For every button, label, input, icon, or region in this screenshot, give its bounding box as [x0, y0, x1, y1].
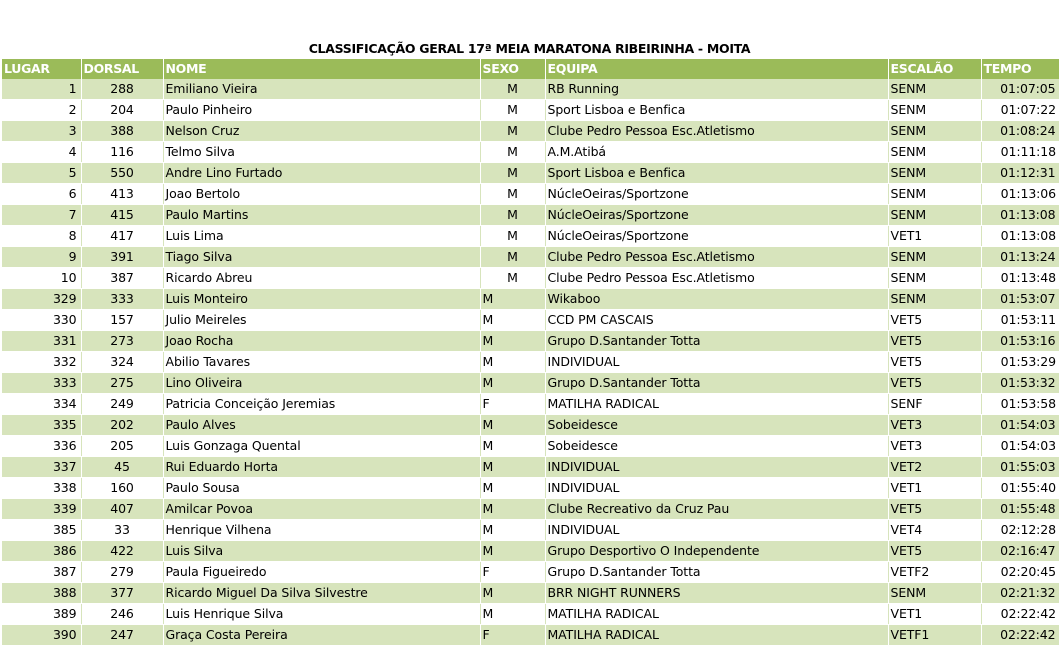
- cell-lugar: 8: [2, 226, 81, 247]
- table-row: [2, 247, 1059, 268]
- cell-equipa: Clube Pedro Pessoa Esc.Atletismo: [545, 121, 888, 142]
- cell-sexo: M: [480, 520, 545, 541]
- cell-nome: Joao Rocha: [163, 331, 480, 352]
- cell-nome: Luis Gonzaga Quental: [163, 436, 480, 457]
- cell-escalao: VET5: [888, 331, 981, 352]
- cell-lugar: 2: [2, 100, 81, 121]
- cell-nome: Luis Monteiro: [163, 289, 480, 310]
- cell-nome: Tiago Silva: [163, 247, 480, 268]
- cell-lugar: 331: [2, 331, 81, 352]
- cell-nome: Paulo Martins: [163, 205, 480, 226]
- table-row: [2, 499, 1059, 520]
- cell-tempo: 01:07:05: [981, 79, 1059, 100]
- cell-sexo: F: [480, 562, 545, 583]
- cell-nome: Andre Lino Furtado: [163, 163, 480, 184]
- cell-equipa: Clube Recreativo da Cruz Pau: [545, 499, 888, 520]
- table-row: [2, 457, 1059, 478]
- cell-nome: Henrique Vilhena: [163, 520, 480, 541]
- cell-escalao: VETF2: [888, 562, 981, 583]
- cell-tempo: 01:13:08: [981, 226, 1059, 247]
- column-header-equipa: EQUIPA: [545, 59, 888, 79]
- cell-sexo: M: [480, 583, 545, 604]
- cell-sexo: M: [480, 142, 545, 163]
- table-row: [2, 268, 1059, 289]
- cell-equipa: Sobeidesce: [545, 415, 888, 436]
- cell-dorsal: 249: [81, 394, 163, 415]
- cell-sexo: M: [480, 457, 545, 478]
- cell-equipa: MATILHA RADICAL: [545, 604, 888, 625]
- cell-tempo: 01:13:24: [981, 247, 1059, 268]
- cell-escalao: SENM: [888, 163, 981, 184]
- cell-tempo: 01:53:32: [981, 373, 1059, 394]
- cell-escalao: SENM: [888, 100, 981, 121]
- cell-sexo: M: [480, 226, 545, 247]
- cell-tempo: 01:55:03: [981, 457, 1059, 478]
- table-row: [2, 583, 1059, 604]
- cell-sexo: F: [480, 394, 545, 415]
- cell-nome: Luis Silva: [163, 541, 480, 562]
- cell-equipa: Clube Pedro Pessoa Esc.Atletismo: [545, 247, 888, 268]
- cell-escalao: VET1: [888, 478, 981, 499]
- cell-escalao: VETF1: [888, 625, 981, 646]
- table-row: [2, 310, 1059, 331]
- cell-sexo: M: [480, 436, 545, 457]
- table-row: [2, 436, 1059, 457]
- cell-dorsal: 333: [81, 289, 163, 310]
- cell-tempo: 01:53:16: [981, 331, 1059, 352]
- cell-dorsal: 246: [81, 604, 163, 625]
- cell-tempo: 02:12:28: [981, 520, 1059, 541]
- cell-dorsal: 377: [81, 583, 163, 604]
- cell-dorsal: 388: [81, 121, 163, 142]
- cell-escalao: SENM: [888, 142, 981, 163]
- cell-escalao: SENM: [888, 79, 981, 100]
- cell-lugar: 390: [2, 625, 81, 646]
- cell-nome: Ricardo Miguel Da Silva Silvestre: [163, 583, 480, 604]
- cell-lugar: 10: [2, 268, 81, 289]
- cell-equipa: NúcleOeiras/Sportzone: [545, 226, 888, 247]
- cell-dorsal: 45: [81, 457, 163, 478]
- cell-tempo: 02:21:32: [981, 583, 1059, 604]
- cell-equipa: INDIVIDUAL: [545, 520, 888, 541]
- cell-sexo: F: [480, 625, 545, 646]
- cell-tempo: 01:55:48: [981, 499, 1059, 520]
- cell-tempo: 02:20:45: [981, 562, 1059, 583]
- cell-lugar: 389: [2, 604, 81, 625]
- cell-equipa: INDIVIDUAL: [545, 352, 888, 373]
- column-header-tempo: TEMPO: [981, 59, 1059, 79]
- cell-escalao: SENM: [888, 205, 981, 226]
- table-row: [2, 373, 1059, 394]
- table-row: [2, 142, 1059, 163]
- cell-dorsal: 422: [81, 541, 163, 562]
- cell-equipa: Grupo Desportivo O Independente: [545, 541, 888, 562]
- cell-sexo: M: [480, 289, 545, 310]
- cell-lugar: 338: [2, 478, 81, 499]
- cell-escalao: SENM: [888, 247, 981, 268]
- cell-escalao: VET4: [888, 520, 981, 541]
- cell-tempo: 02:22:42: [981, 625, 1059, 646]
- cell-lugar: 4: [2, 142, 81, 163]
- cell-dorsal: 407: [81, 499, 163, 520]
- cell-nome: Patricia Conceição Jeremias: [163, 394, 480, 415]
- cell-tempo: 01:53:07: [981, 289, 1059, 310]
- cell-sexo: M: [480, 79, 545, 100]
- cell-sexo: M: [480, 415, 545, 436]
- cell-escalao: VET5: [888, 373, 981, 394]
- cell-escalao: VET5: [888, 499, 981, 520]
- table-row: [2, 121, 1059, 142]
- cell-sexo: M: [480, 268, 545, 289]
- cell-sexo: M: [480, 310, 545, 331]
- table-row: [2, 289, 1059, 310]
- table-row: [2, 352, 1059, 373]
- cell-sexo: M: [480, 499, 545, 520]
- cell-lugar: 386: [2, 541, 81, 562]
- cell-dorsal: 417: [81, 226, 163, 247]
- table-row: [2, 184, 1059, 205]
- cell-lugar: 388: [2, 583, 81, 604]
- cell-dorsal: 160: [81, 478, 163, 499]
- cell-tempo: 01:11:18: [981, 142, 1059, 163]
- cell-nome: Ricardo Abreu: [163, 268, 480, 289]
- cell-nome: Graça Costa Pereira: [163, 625, 480, 646]
- cell-nome: Luis Henrique Silva: [163, 604, 480, 625]
- cell-sexo: M: [480, 541, 545, 562]
- cell-nome: Rui Eduardo Horta: [163, 457, 480, 478]
- cell-lugar: 332: [2, 352, 81, 373]
- cell-equipa: Sport Lisboa e Benfica: [545, 100, 888, 121]
- cell-lugar: 5: [2, 163, 81, 184]
- cell-escalao: VET5: [888, 541, 981, 562]
- table-row: [2, 100, 1059, 121]
- cell-escalao: VET3: [888, 436, 981, 457]
- cell-sexo: M: [480, 352, 545, 373]
- cell-nome: Amilcar Povoa: [163, 499, 480, 520]
- cell-equipa: Grupo D.Santander Totta: [545, 562, 888, 583]
- cell-lugar: 335: [2, 415, 81, 436]
- cell-nome: Paulo Sousa: [163, 478, 480, 499]
- cell-nome: Joao Bertolo: [163, 184, 480, 205]
- table-row: [2, 625, 1059, 646]
- cell-equipa: MATILHA RADICAL: [545, 394, 888, 415]
- cell-nome: Nelson Cruz: [163, 121, 480, 142]
- column-header-nome: NOME: [163, 59, 480, 79]
- cell-equipa: A.M.Atibá: [545, 142, 888, 163]
- table-header-row: [2, 59, 1059, 79]
- table-row: [2, 205, 1059, 226]
- cell-sexo: M: [480, 163, 545, 184]
- cell-escalao: SENF: [888, 394, 981, 415]
- cell-nome: Emiliano Vieira: [163, 79, 480, 100]
- cell-lugar: 7: [2, 205, 81, 226]
- cell-sexo: M: [480, 604, 545, 625]
- table-row: [2, 520, 1059, 541]
- cell-escalao: SENM: [888, 289, 981, 310]
- cell-escalao: VET1: [888, 604, 981, 625]
- table-row: [2, 79, 1059, 100]
- cell-dorsal: 550: [81, 163, 163, 184]
- table-row: [2, 562, 1059, 583]
- cell-dorsal: 202: [81, 415, 163, 436]
- cell-equipa: Grupo D.Santander Totta: [545, 331, 888, 352]
- cell-dorsal: 288: [81, 79, 163, 100]
- cell-dorsal: 324: [81, 352, 163, 373]
- table-row: [2, 394, 1059, 415]
- cell-dorsal: 391: [81, 247, 163, 268]
- cell-escalao: VET3: [888, 415, 981, 436]
- cell-tempo: 01:54:03: [981, 415, 1059, 436]
- cell-sexo: M: [480, 184, 545, 205]
- cell-lugar: 333: [2, 373, 81, 394]
- cell-sexo: M: [480, 247, 545, 268]
- table-row: [2, 604, 1059, 625]
- cell-dorsal: 204: [81, 100, 163, 121]
- cell-escalao: VET5: [888, 352, 981, 373]
- cell-escalao: VET1: [888, 226, 981, 247]
- cell-equipa: INDIVIDUAL: [545, 457, 888, 478]
- cell-tempo: 01:13:06: [981, 184, 1059, 205]
- cell-equipa: BRR NIGHT RUNNERS: [545, 583, 888, 604]
- table-row: [2, 163, 1059, 184]
- cell-nome: Paulo Pinheiro: [163, 100, 480, 121]
- column-header-escalao: ESCALÃO: [888, 59, 981, 79]
- cell-dorsal: 413: [81, 184, 163, 205]
- cell-dorsal: 387: [81, 268, 163, 289]
- column-header-lugar: LUGAR: [2, 59, 81, 79]
- cell-lugar: 3: [2, 121, 81, 142]
- cell-escalao: SENM: [888, 121, 981, 142]
- cell-tempo: 01:13:08: [981, 205, 1059, 226]
- cell-equipa: Sport Lisboa e Benfica: [545, 163, 888, 184]
- cell-nome: Telmo Silva: [163, 142, 480, 163]
- cell-equipa: MATILHA RADICAL: [545, 625, 888, 646]
- cell-equipa: NúcleOeiras/Sportzone: [545, 205, 888, 226]
- cell-equipa: RB Running: [545, 79, 888, 100]
- cell-tempo: 01:53:58: [981, 394, 1059, 415]
- cell-tempo: 01:12:31: [981, 163, 1059, 184]
- cell-nome: Julio Meireles: [163, 310, 480, 331]
- results-table: [2, 59, 1059, 646]
- cell-sexo: M: [480, 205, 545, 226]
- cell-dorsal: 157: [81, 310, 163, 331]
- cell-escalao: SENM: [888, 184, 981, 205]
- table-row: [2, 331, 1059, 352]
- cell-nome: Paula Figueiredo: [163, 562, 480, 583]
- cell-lugar: 339: [2, 499, 81, 520]
- cell-tempo: 01:55:40: [981, 478, 1059, 499]
- cell-lugar: 387: [2, 562, 81, 583]
- cell-nome: Paulo Alves: [163, 415, 480, 436]
- cell-tempo: 01:13:48: [981, 268, 1059, 289]
- cell-dorsal: 273: [81, 331, 163, 352]
- table-row: [2, 478, 1059, 499]
- cell-lugar: 330: [2, 310, 81, 331]
- cell-lugar: 9: [2, 247, 81, 268]
- cell-lugar: 1: [2, 79, 81, 100]
- cell-equipa: Grupo D.Santander Totta: [545, 373, 888, 394]
- cell-lugar: 329: [2, 289, 81, 310]
- cell-sexo: M: [480, 121, 545, 142]
- cell-tempo: 01:08:24: [981, 121, 1059, 142]
- cell-dorsal: 116: [81, 142, 163, 163]
- table-row: [2, 415, 1059, 436]
- cell-escalao: VET5: [888, 310, 981, 331]
- cell-lugar: 336: [2, 436, 81, 457]
- cell-dorsal: 279: [81, 562, 163, 583]
- cell-sexo: M: [480, 331, 545, 352]
- cell-tempo: 02:22:42: [981, 604, 1059, 625]
- cell-lugar: 385: [2, 520, 81, 541]
- cell-nome: Lino Oliveira: [163, 373, 480, 394]
- cell-equipa: Wikaboo: [545, 289, 888, 310]
- cell-dorsal: 275: [81, 373, 163, 394]
- column-header-dorsal: DORSAL: [81, 59, 163, 79]
- cell-lugar: 337: [2, 457, 81, 478]
- cell-escalao: VET2: [888, 457, 981, 478]
- cell-escalao: SENM: [888, 583, 981, 604]
- cell-equipa: CCD PM CASCAIS: [545, 310, 888, 331]
- cell-dorsal: 33: [81, 520, 163, 541]
- cell-equipa: Clube Pedro Pessoa Esc.Atletismo: [545, 268, 888, 289]
- cell-tempo: 01:53:29: [981, 352, 1059, 373]
- cell-nome: Luis Lima: [163, 226, 480, 247]
- cell-tempo: 01:54:03: [981, 436, 1059, 457]
- cell-equipa: NúcleOeiras/Sportzone: [545, 184, 888, 205]
- cell-dorsal: 247: [81, 625, 163, 646]
- cell-sexo: M: [480, 373, 545, 394]
- cell-dorsal: 415: [81, 205, 163, 226]
- cell-tempo: 01:53:11: [981, 310, 1059, 331]
- cell-lugar: 6: [2, 184, 81, 205]
- cell-nome: Abilio Tavares: [163, 352, 480, 373]
- cell-lugar: 334: [2, 394, 81, 415]
- cell-equipa: INDIVIDUAL: [545, 478, 888, 499]
- page-title: CLASSIFICAÇÃO GERAL 17ª MEIA MARATONA RIBEIRINHA - MOITA: [308, 41, 751, 56]
- cell-dorsal: 205: [81, 436, 163, 457]
- cell-sexo: M: [480, 478, 545, 499]
- table-body: [2, 79, 1059, 646]
- table-row: [2, 226, 1059, 247]
- column-header-sexo: SEXO: [480, 59, 545, 79]
- cell-tempo: 01:07:22: [981, 100, 1059, 121]
- cell-escalao: SENM: [888, 268, 981, 289]
- table-row: [2, 541, 1059, 562]
- cell-equipa: Sobeidesce: [545, 436, 888, 457]
- cell-tempo: 02:16:47: [981, 541, 1059, 562]
- cell-sexo: M: [480, 100, 545, 121]
